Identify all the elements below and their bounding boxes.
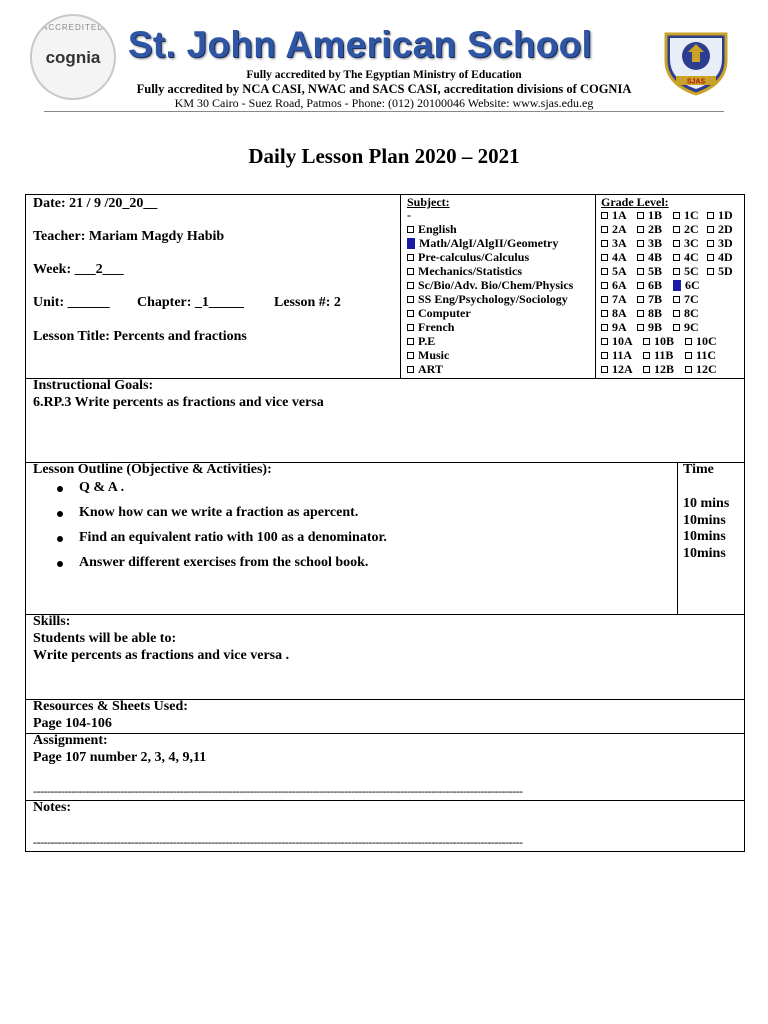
checkbox-icon[interactable] <box>637 226 644 233</box>
grade-option-label: 9A <box>612 320 627 334</box>
grade-option-label: 5D <box>718 264 733 278</box>
time-value: 10mins <box>683 513 726 528</box>
checkbox-icon[interactable] <box>601 226 608 233</box>
grade-option-label: 11C <box>696 348 717 362</box>
subject-option-label: ART <box>418 362 443 376</box>
grade-level-list <box>601 208 741 376</box>
grade-row <box>601 222 741 236</box>
grade-option-label: 1B <box>648 208 663 222</box>
grade-option-5b[interactable] <box>637 264 667 278</box>
subject-list <box>407 222 573 376</box>
checkbox-icon[interactable] <box>407 268 414 275</box>
grade-option-1a[interactable] <box>601 208 631 222</box>
teacher-field: Teacher: Mariam Magdy Habib <box>33 229 225 244</box>
checkbox-icon[interactable] <box>707 226 714 233</box>
checkbox-icon[interactable] <box>685 366 692 373</box>
resources-label: Resources & Sheets Used: <box>33 699 188 714</box>
checkbox-icon[interactable] <box>407 254 414 261</box>
subject-option[interactable] <box>407 250 573 264</box>
checkbox-icon[interactable] <box>707 254 714 261</box>
subject-option-label: Pre-calculus/Calculus <box>418 250 530 264</box>
grade-row <box>601 348 741 362</box>
checkbox-icon[interactable] <box>601 282 608 289</box>
grade-option-label: 6C <box>685 278 700 292</box>
time-value: 10 mins <box>683 496 730 511</box>
grade-option-1c[interactable] <box>673 208 701 222</box>
checkbox-icon[interactable] <box>673 226 680 233</box>
grade-option-9c[interactable] <box>673 320 701 334</box>
grade-option-label: 2A <box>612 222 627 236</box>
outline-item-text: Find an equivalent ratio with 100 as a denominator. <box>79 530 387 545</box>
subject-option[interactable] <box>407 264 573 278</box>
outline-item <box>79 480 124 496</box>
grade-option-1d[interactable] <box>707 208 735 222</box>
grade-option-11c[interactable] <box>685 348 721 362</box>
resources-text: Page 104-106 <box>33 716 112 731</box>
assignment-text: Page 107 number 2, 3, 4, 9,11 <box>33 750 207 765</box>
subject-option-label: Computer <box>418 306 471 320</box>
grade-option-label: 3B <box>648 236 663 250</box>
subject-dash: - <box>407 208 411 222</box>
grade-option-label: 1D <box>718 208 733 222</box>
date-field: Date: 21 / 9 /20_20__ <box>33 196 158 211</box>
checkbox-icon[interactable] <box>685 352 692 359</box>
skills-label: Skills: <box>33 614 71 629</box>
checkbox-icon[interactable] <box>637 240 644 247</box>
grade-option-3c[interactable] <box>673 236 701 250</box>
grade-option-label: 12A <box>612 362 633 376</box>
document-title: Daily Lesson Plan 2020 – 2021 <box>248 144 520 168</box>
grade-option-2b[interactable] <box>637 222 667 236</box>
checkbox-icon[interactable] <box>673 296 680 303</box>
checked-box-icon[interactable] <box>407 238 415 249</box>
grade-row <box>601 264 741 278</box>
subject-option-label: Mechanics/Statistics <box>418 264 522 278</box>
grade-option-3b[interactable] <box>637 236 667 250</box>
grade-option-label: 3A <box>612 236 627 250</box>
grade-option-label: 6A <box>612 278 627 292</box>
accreditation-line-2: Fully accredited by NCA CASI, NWAC and SACS CASI, accreditation divisions of COGNIA <box>136 82 632 96</box>
lesson-number-field: Lesson #: 2 <box>274 295 341 310</box>
header-divider <box>44 111 724 112</box>
outline-label: Lesson Outline (Objective & Activities): <box>33 462 272 477</box>
grade-option-2c[interactable] <box>673 222 701 236</box>
badge-top-text: ACCREDITED <box>41 23 104 32</box>
outline-item <box>79 505 358 521</box>
subject-option-label: Music <box>418 348 450 362</box>
grade-option-7c[interactable] <box>673 292 701 306</box>
grade-option-10c[interactable] <box>685 334 721 348</box>
checkbox-icon[interactable] <box>707 268 714 275</box>
subject-heading: Subject: <box>407 195 450 209</box>
checkbox-icon[interactable] <box>707 212 714 219</box>
time-value: 10mins <box>683 529 726 544</box>
grade-option-9b[interactable] <box>637 320 667 334</box>
subject-option[interactable] <box>407 236 573 250</box>
grade-option-label: 3D <box>718 236 733 250</box>
contact-line: KM 30 Cairo - Suez Road, Patmos - Phone: (012) 20100046 Website: www.sjas.edu.eg <box>174 96 594 110</box>
checkbox-icon[interactable] <box>643 352 650 359</box>
checkbox-icon[interactable] <box>601 254 608 261</box>
subject-option-label: Math/AlgI/AlgII/Geometry <box>419 236 559 250</box>
grade-option-label: 4B <box>648 250 663 264</box>
checkbox-icon[interactable] <box>673 212 680 219</box>
grade-option-label: 3C <box>684 236 699 250</box>
grade-option-label: 7C <box>684 292 699 306</box>
grade-option-2a[interactable] <box>601 222 631 236</box>
checkbox-icon[interactable] <box>637 310 644 317</box>
grade-row <box>601 278 741 292</box>
checkbox-icon[interactable] <box>637 324 644 331</box>
grade-option-label: 2C <box>684 222 699 236</box>
grade-option-12b[interactable] <box>643 362 679 376</box>
grade-row <box>601 236 741 250</box>
subject-option[interactable] <box>407 348 573 362</box>
subject-option[interactable] <box>407 222 573 236</box>
grade-option-label: 2B <box>648 222 663 236</box>
grade-option-8c[interactable] <box>673 306 701 320</box>
grade-option-label: 7B <box>648 292 663 306</box>
subject-option[interactable] <box>407 292 573 306</box>
grade-option-label: 10A <box>612 334 633 348</box>
grade-row <box>601 208 741 222</box>
grade-option-label: 4A <box>612 250 627 264</box>
checkbox-icon[interactable] <box>707 240 714 247</box>
checkbox-icon[interactable] <box>637 282 644 289</box>
outline-item-text: Q & A . <box>79 480 125 495</box>
checkbox-icon[interactable] <box>637 254 644 261</box>
checkbox-icon[interactable] <box>407 310 414 317</box>
grade-option-label: 8B <box>648 306 663 320</box>
lesson-info-cell <box>25 194 401 379</box>
grade-option-3a[interactable] <box>601 236 631 250</box>
grade-option-2d[interactable] <box>707 222 735 236</box>
goals-label: Instructional Goals: <box>33 378 154 393</box>
checkbox-icon[interactable] <box>637 212 644 219</box>
subject-option[interactable] <box>407 306 573 320</box>
subject-option-label: P.E <box>418 334 436 348</box>
grade-option-11a[interactable] <box>601 348 637 362</box>
checkbox-icon[interactable] <box>407 282 414 289</box>
subject-option-label: English <box>418 222 457 236</box>
assignment-dash-line: -------------------------------------------------------------------------------------------------------------------------------------------- <box>33 784 523 798</box>
grade-option-12c[interactable] <box>685 362 721 376</box>
grade-option-label: 4C <box>684 250 699 264</box>
grade-option-6b[interactable] <box>637 278 667 292</box>
grade-option-8a[interactable] <box>601 306 631 320</box>
time-value: 10mins <box>683 546 726 561</box>
grade-option-label: 11B <box>654 348 674 362</box>
checkbox-icon[interactable] <box>643 366 650 373</box>
grade-option-4d[interactable] <box>707 250 735 264</box>
subject-option[interactable] <box>407 334 573 348</box>
grade-option-5a[interactable] <box>601 264 631 278</box>
checkbox-icon[interactable] <box>673 254 680 261</box>
grade-option-5c[interactable] <box>673 264 701 278</box>
grade-option-4c[interactable] <box>673 250 701 264</box>
grade-option-label: 8A <box>612 306 627 320</box>
checkbox-icon[interactable] <box>601 366 608 373</box>
checkbox-icon[interactable] <box>601 310 608 317</box>
checkbox-icon[interactable] <box>673 324 680 331</box>
grade-level-heading: Grade Level: <box>601 195 669 209</box>
checkbox-icon[interactable] <box>407 338 414 345</box>
grade-option-3d[interactable] <box>707 236 735 250</box>
assignment-label: Assignment: <box>33 733 108 748</box>
checkbox-icon[interactable] <box>643 338 650 345</box>
grade-option-9a[interactable] <box>601 320 631 334</box>
checkbox-icon[interactable] <box>407 226 414 233</box>
grade-option-6a[interactable] <box>601 278 631 292</box>
grade-option-7b[interactable] <box>637 292 667 306</box>
grade-row <box>601 362 741 376</box>
grade-option-label: 6B <box>648 278 663 292</box>
checkbox-icon[interactable] <box>407 296 414 303</box>
grade-option-6c[interactable] <box>673 278 701 292</box>
subject-option[interactable] <box>407 320 573 334</box>
grade-option-label: 11A <box>612 348 633 362</box>
checked-box-icon[interactable] <box>673 280 681 291</box>
accreditation-line-1: Fully accredited by The Egyptian Ministry of Education <box>246 69 522 81</box>
checkbox-icon[interactable] <box>601 324 608 331</box>
checkbox-icon[interactable] <box>601 212 608 219</box>
chapter-field: Chapter: _1_____ <box>137 295 244 310</box>
outline-item-text: Know how can we write a fraction as apercent. <box>79 505 359 520</box>
bullet-icon <box>57 536 63 542</box>
goals-text: 6.RP.3 Write percents as fractions and vice versa <box>33 395 324 410</box>
subject-option-label: French <box>418 320 455 334</box>
grade-option-12a[interactable] <box>601 362 637 376</box>
time-label: Time <box>683 462 714 477</box>
skills-line-1: Students will be able to: <box>33 631 177 646</box>
unit-field: Unit: ______ <box>33 295 110 310</box>
grade-row <box>601 250 741 264</box>
checkbox-icon[interactable] <box>601 240 608 247</box>
cognia-logo-text: cognia <box>45 48 101 67</box>
checkbox-icon[interactable] <box>601 268 608 275</box>
grade-option-label: 1A <box>612 208 627 222</box>
grade-option-label: 8C <box>684 306 699 320</box>
subject-option-label: Sc/Bio/Adv. Bio/Chem/Physics <box>418 278 574 292</box>
outline-item <box>79 530 387 546</box>
checkbox-icon[interactable] <box>601 338 608 345</box>
grade-option-label: 5C <box>684 264 699 278</box>
checkbox-icon[interactable] <box>673 268 680 275</box>
grade-option-label: 7A <box>612 292 627 306</box>
grade-option-5d[interactable] <box>707 264 735 278</box>
grade-option-label: 10C <box>696 334 717 348</box>
crest-text: SJAS <box>686 78 706 86</box>
checkbox-icon[interactable] <box>673 310 680 317</box>
subject-option[interactable] <box>407 278 573 292</box>
grade-row <box>601 292 741 306</box>
grade-option-label: 1C <box>684 208 699 222</box>
grade-row <box>601 334 741 348</box>
grade-option-7a[interactable] <box>601 292 631 306</box>
checkbox-icon[interactable] <box>673 240 680 247</box>
grade-option-label: 12B <box>654 362 675 376</box>
grade-row <box>601 320 741 334</box>
notes-dash-line: -------------------------------------------------------------------------------------------------------------------------------------------- <box>33 835 523 849</box>
checkbox-icon[interactable] <box>685 338 692 345</box>
grade-option-label: 2D <box>718 222 733 236</box>
grade-option-label: 9B <box>648 320 663 334</box>
grade-option-label: 10B <box>654 334 675 348</box>
grade-option-label: 5B <box>648 264 663 278</box>
subject-option[interactable] <box>407 362 573 376</box>
grade-option-1b[interactable] <box>637 208 667 222</box>
grade-option-label: 4D <box>718 250 733 264</box>
grade-option-4b[interactable] <box>637 250 667 264</box>
grade-row <box>601 306 741 320</box>
notes-label: Notes: <box>33 800 72 815</box>
checkbox-icon[interactable] <box>601 296 608 303</box>
checkbox-icon[interactable] <box>601 352 608 359</box>
checkbox-icon[interactable] <box>637 296 644 303</box>
lesson-title-field: Lesson Title: Percents and fractions <box>33 329 247 344</box>
grade-option-label: 5A <box>612 264 627 278</box>
checkbox-icon[interactable] <box>407 324 414 331</box>
school-name: St. John American School <box>127 24 593 65</box>
checkbox-icon[interactable] <box>407 352 414 359</box>
subject-option-label: SS Eng/Psychology/Sociology <box>418 292 568 306</box>
bullet-icon <box>57 486 63 492</box>
grade-option-10b[interactable] <box>643 334 679 348</box>
grade-option-label: 12C <box>696 362 717 376</box>
skills-line-2: Write percents as fractions and vice versa . <box>33 648 290 663</box>
checkbox-icon[interactable] <box>407 366 414 373</box>
bullet-icon <box>57 561 63 567</box>
grade-option-11b[interactable] <box>643 348 679 362</box>
week-field: Week: ___2___ <box>33 262 124 277</box>
grade-option-10a[interactable] <box>601 334 637 348</box>
outline-item <box>79 555 368 571</box>
grade-option-8b[interactable] <box>637 306 667 320</box>
grade-option-label: 9C <box>684 320 699 334</box>
bullet-icon <box>57 511 63 517</box>
outline-item-text: Answer different exercises from the school book. <box>79 555 369 570</box>
checkbox-icon[interactable] <box>637 268 644 275</box>
grade-option-4a[interactable] <box>601 250 631 264</box>
